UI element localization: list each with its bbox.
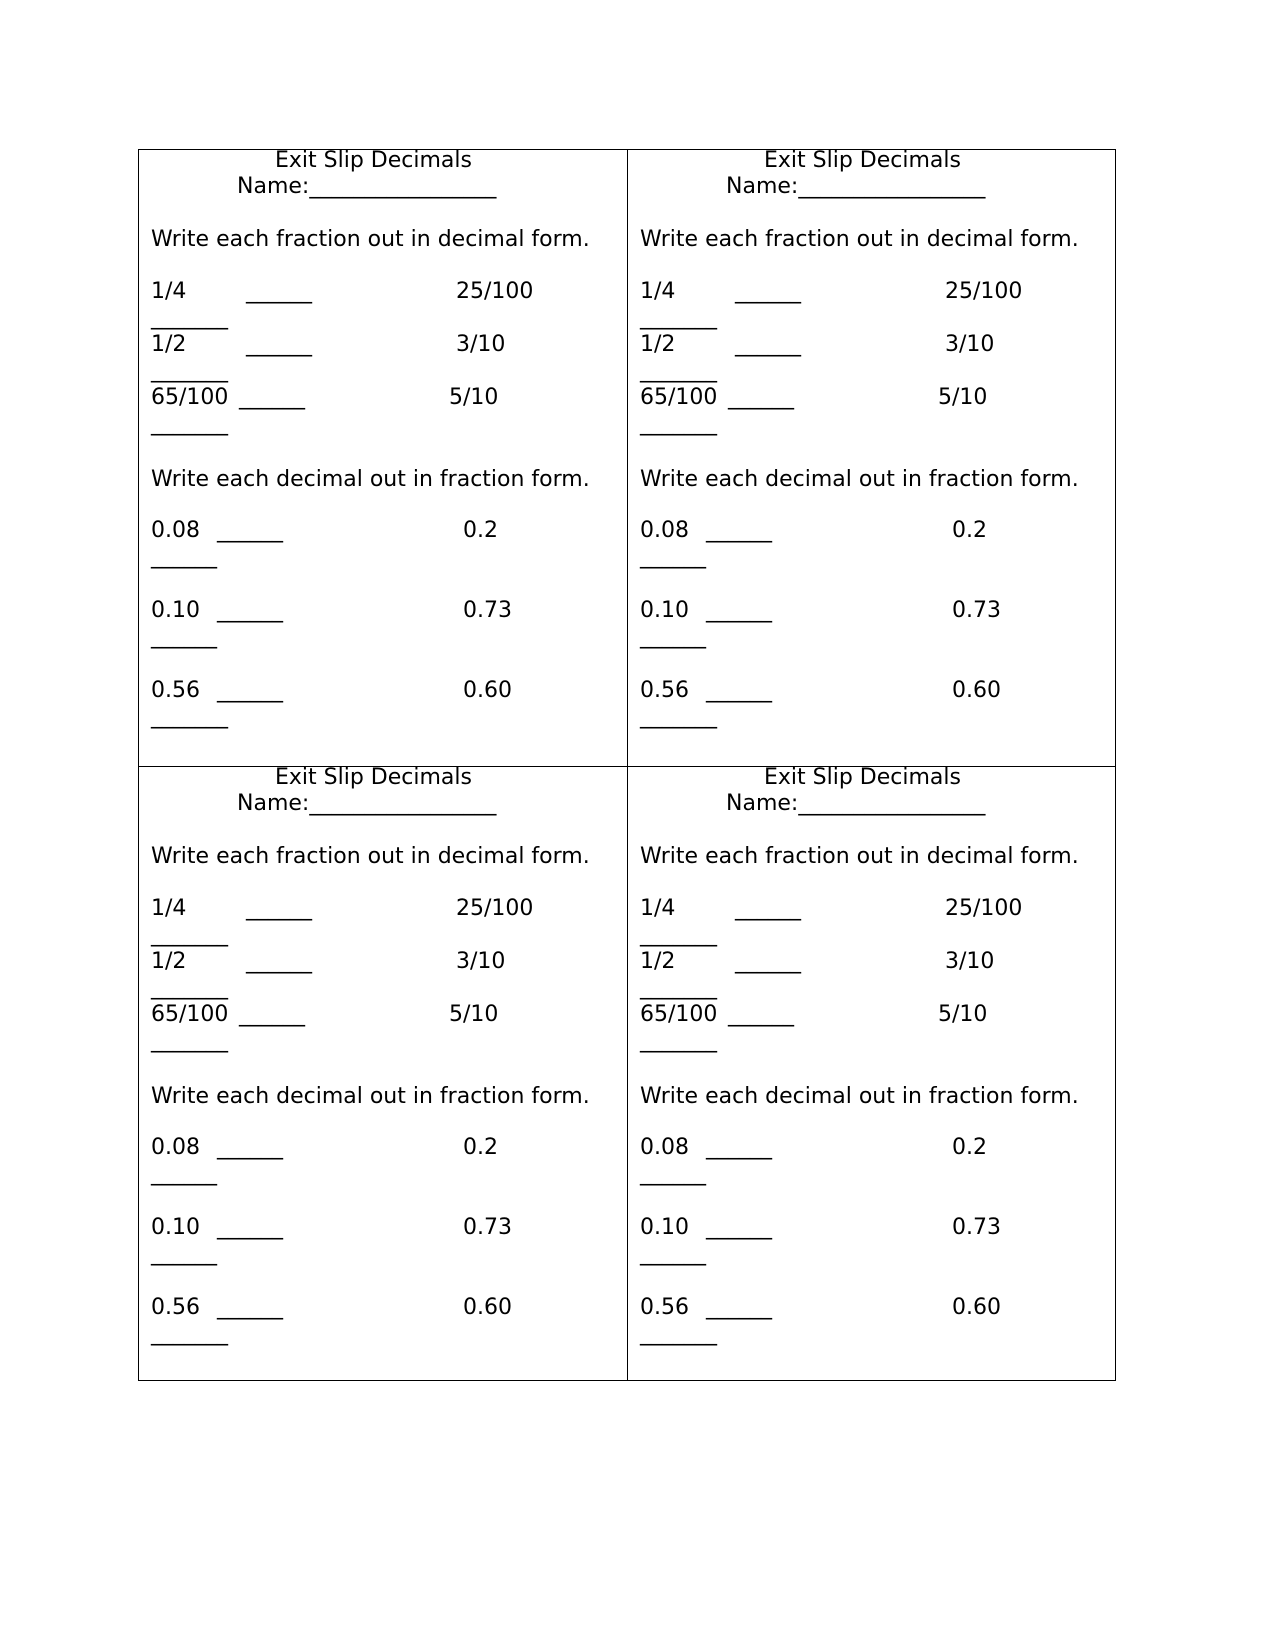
answer-blank[interactable]: ______ <box>246 332 312 357</box>
decimal-prompt: 0.60 <box>952 678 1001 703</box>
answer-blank[interactable]: ______ <box>246 896 312 921</box>
slip-title: Exit Slip Decimals <box>764 765 961 790</box>
exit-slip-bottom-right <box>628 767 1116 1383</box>
fraction-prompt: 25/100 <box>456 896 534 921</box>
answer-blank[interactable]: _______ <box>151 358 228 383</box>
decimal-prompt: 0.56 <box>151 1295 200 1320</box>
fraction-instruction: Write each fraction out in decimal form. <box>151 844 590 869</box>
fraction-prompt: 25/100 <box>945 896 1023 921</box>
answer-blank[interactable]: _______ <box>640 922 717 947</box>
fraction-prompt: 1/4 <box>640 896 676 921</box>
fraction-prompt: 1/2 <box>640 332 676 357</box>
fraction-prompt: 1/2 <box>640 949 676 974</box>
fraction-prompt: 3/10 <box>456 949 506 974</box>
slip-title: Exit Slip Decimals <box>764 148 961 173</box>
answer-blank[interactable]: _______ <box>640 358 717 383</box>
fraction-prompt: 5/10 <box>449 385 499 410</box>
answer-blank[interactable]: ______ <box>151 1241 217 1266</box>
fraction-prompt: 3/10 <box>945 332 995 357</box>
fraction-prompt: 25/100 <box>945 279 1023 304</box>
decimal-prompt: 0.2 <box>463 1135 498 1160</box>
name-field[interactable]: Name:_________________ <box>726 791 986 816</box>
decimal-prompt: 0.73 <box>952 598 1001 623</box>
answer-blank[interactable]: _______ <box>151 922 228 947</box>
answer-blank[interactable]: ______ <box>151 544 217 569</box>
decimal-prompt: 0.73 <box>952 1215 1001 1240</box>
decimal-prompt: 0.08 <box>151 1135 200 1160</box>
answer-blank[interactable]: ______ <box>735 949 801 974</box>
decimal-prompt: 0.2 <box>952 518 987 543</box>
answer-blank[interactable]: ______ <box>246 949 312 974</box>
decimal-prompt: 0.60 <box>463 678 512 703</box>
answer-blank[interactable]: _______ <box>151 704 228 729</box>
decimal-prompt: 0.10 <box>151 1215 200 1240</box>
answer-blank[interactable]: ______ <box>706 598 772 623</box>
answer-blank[interactable]: _______ <box>151 411 228 436</box>
decimal-prompt: 0.10 <box>151 598 200 623</box>
decimal-prompt: 0.56 <box>640 678 689 703</box>
fraction-prompt: 5/10 <box>449 1002 499 1027</box>
exit-slip-top-left <box>139 150 627 766</box>
fraction-instruction: Write each fraction out in decimal form. <box>640 844 1079 869</box>
decimal-prompt: 0.60 <box>952 1295 1001 1320</box>
answer-blank[interactable]: _______ <box>640 411 717 436</box>
decimal-prompt: 0.56 <box>640 1295 689 1320</box>
fraction-prompt: 1/2 <box>151 949 187 974</box>
slip-title: Exit Slip Decimals <box>275 148 472 173</box>
answer-blank[interactable]: ______ <box>239 385 305 410</box>
answer-blank[interactable]: _______ <box>151 975 228 1000</box>
answer-blank[interactable]: ______ <box>217 598 283 623</box>
fraction-prompt: 3/10 <box>456 332 506 357</box>
answer-blank[interactable]: ______ <box>706 678 772 703</box>
answer-blank[interactable]: ______ <box>735 279 801 304</box>
answer-blank[interactable]: ______ <box>735 896 801 921</box>
fraction-prompt: 65/100 <box>151 1002 229 1027</box>
answer-blank[interactable]: _______ <box>640 1321 717 1346</box>
answer-blank[interactable]: _______ <box>151 1028 228 1053</box>
fraction-prompt: 1/2 <box>151 332 187 357</box>
answer-blank[interactable]: ______ <box>728 385 794 410</box>
fraction-prompt: 65/100 <box>151 385 229 410</box>
decimal-prompt: 0.10 <box>640 598 689 623</box>
fraction-instruction: Write each fraction out in decimal form. <box>151 227 590 252</box>
answer-blank[interactable]: ______ <box>217 1295 283 1320</box>
decimal-prompt: 0.73 <box>463 1215 512 1240</box>
answer-blank[interactable]: ______ <box>706 1215 772 1240</box>
fraction-prompt: 65/100 <box>640 1002 718 1027</box>
decimal-prompt: 0.08 <box>151 518 200 543</box>
decimal-instruction: Write each decimal out in fraction form. <box>640 1084 1079 1109</box>
decimal-instruction: Write each decimal out in fraction form. <box>151 467 590 492</box>
answer-blank[interactable]: ______ <box>640 624 706 649</box>
name-field[interactable]: Name:_________________ <box>237 791 497 816</box>
answer-blank[interactable]: ______ <box>706 518 772 543</box>
decimal-prompt: 0.2 <box>463 518 498 543</box>
answer-blank[interactable]: _______ <box>640 1028 717 1053</box>
name-field[interactable]: Name:_________________ <box>237 174 497 199</box>
answer-blank[interactable]: ______ <box>151 624 217 649</box>
answer-blank[interactable]: _______ <box>640 704 717 729</box>
fraction-prompt: 5/10 <box>938 385 988 410</box>
fraction-prompt: 5/10 <box>938 1002 988 1027</box>
answer-blank[interactable]: _______ <box>151 1321 228 1346</box>
fraction-prompt: 3/10 <box>945 949 995 974</box>
exit-slip-top-right <box>628 150 1116 766</box>
answer-blank[interactable]: ______ <box>217 1215 283 1240</box>
answer-blank[interactable]: _______ <box>640 975 717 1000</box>
answer-blank[interactable]: ______ <box>728 1002 794 1027</box>
answer-blank[interactable]: ______ <box>640 544 706 569</box>
fraction-prompt: 1/4 <box>640 279 676 304</box>
decimal-prompt: 0.08 <box>640 518 689 543</box>
answer-blank[interactable]: ______ <box>640 1161 706 1186</box>
exit-slip-sheet <box>138 149 1116 1381</box>
name-field[interactable]: Name:_________________ <box>726 174 986 199</box>
answer-blank[interactable]: ______ <box>239 1002 305 1027</box>
decimal-instruction: Write each decimal out in fraction form. <box>640 467 1079 492</box>
exit-slip-bottom-left <box>139 767 627 1383</box>
answer-blank[interactable]: ______ <box>246 279 312 304</box>
decimal-instruction: Write each decimal out in fraction form. <box>151 1084 590 1109</box>
answer-blank[interactable]: ______ <box>735 332 801 357</box>
fraction-instruction: Write each fraction out in decimal form. <box>640 227 1079 252</box>
slip-title: Exit Slip Decimals <box>275 765 472 790</box>
answer-blank[interactable]: ______ <box>217 1135 283 1160</box>
answer-blank[interactable]: ______ <box>706 1135 772 1160</box>
fraction-prompt: 1/4 <box>151 896 187 921</box>
answer-blank[interactable]: ______ <box>217 678 283 703</box>
answer-blank[interactable]: ______ <box>640 1241 706 1266</box>
answer-blank[interactable]: _______ <box>151 305 228 330</box>
decimal-prompt: 0.08 <box>640 1135 689 1160</box>
answer-blank[interactable]: ______ <box>706 1295 772 1320</box>
fraction-prompt: 1/4 <box>151 279 187 304</box>
decimal-prompt: 0.2 <box>952 1135 987 1160</box>
decimal-prompt: 0.10 <box>640 1215 689 1240</box>
decimal-prompt: 0.60 <box>463 1295 512 1320</box>
answer-blank[interactable]: ______ <box>217 518 283 543</box>
decimal-prompt: 0.73 <box>463 598 512 623</box>
answer-blank[interactable]: ______ <box>151 1161 217 1186</box>
fraction-prompt: 25/100 <box>456 279 534 304</box>
fraction-prompt: 65/100 <box>640 385 718 410</box>
answer-blank[interactable]: _______ <box>640 305 717 330</box>
decimal-prompt: 0.56 <box>151 678 200 703</box>
